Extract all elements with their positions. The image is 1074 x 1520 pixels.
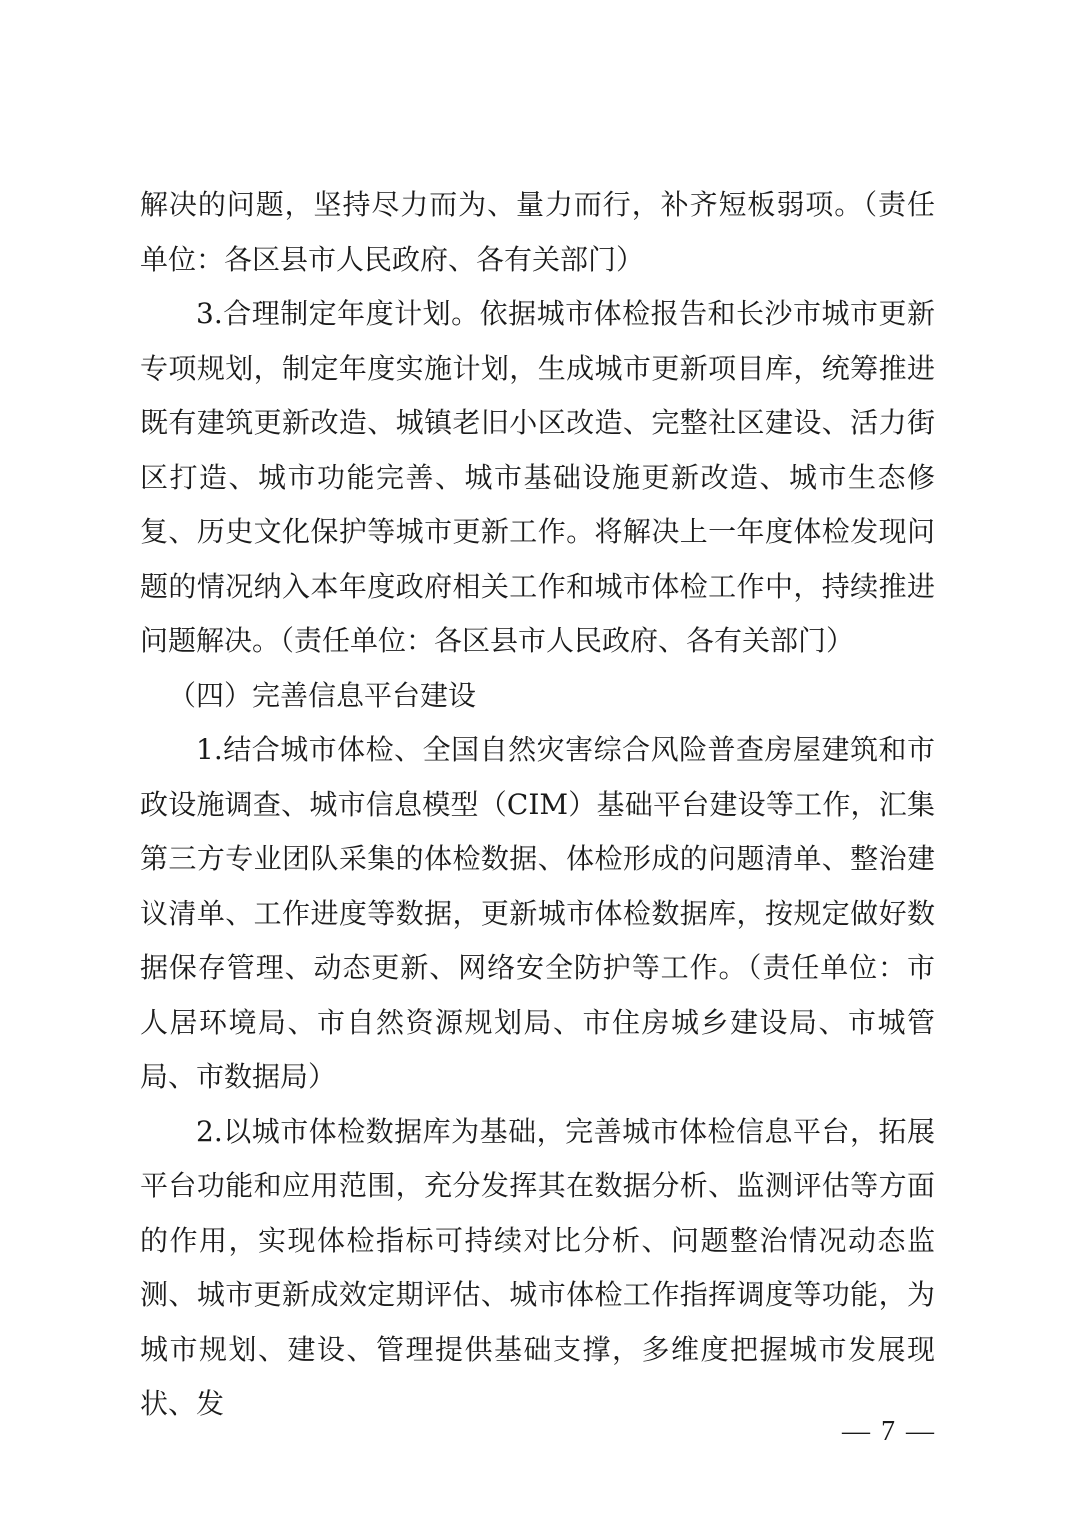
paragraph-annual-plan: 3.合理制定年度计划。依据城市体检报告和长沙市城市更新专项规划，制定年度实施计划，生成城市更新项目库，统筹推进既有建筑更新改造、城镇老旧小区改造、完整社区建设、活力街区打造、城市功能完善、城市基础设施更新改造、城市生态修复、历史文化保护等城市更新工作。将解决上一年度体检发现问题的情况纳入本年度政府相关工作和城市体检工作中，持续推进问题解决。（责任单位：各区县市人民政府、各有关部门） [140, 297, 935, 657]
paragraph-database: 1.结合城市体检、全国自然灾害综合风险普查房屋建筑和市政设施调查、城市信息模型（CIM）基础平台建设等工作，汇集第三方专业团队采集的体检数据、体检形成的问题清单、整治建议清单、工作进度等数据，更新城市体检数据库，按规定做好数据保存管理、动态更新、网络安全防护等工作。（责任单位：市人居环境局、市自然资源规划局、市住房城乡建设局、市城管局、市数据局） [140, 733, 935, 1093]
body-text [140, 178, 935, 1432]
paragraph-continuation: 解决的问题，坚持尽力而为、量力而行，补齐短板弱项。（责任单位：各区县市人民政府、各有关部门） [140, 188, 935, 276]
paragraph-platform: 2.以城市体检数据库为基础，完善城市体检信息平台，拓展平台功能和应用范围，充分发挥其在数据分析、监测评估等方面的作用，实现体检指标可持续对比分析、问题整治情况动态监测、城市更新成效定期评估、城市体检工作指挥调度等功能，为城市规划、建设、管理提供基础支撑，多维度把握城市发展现状、发 [140, 1114, 935, 1420]
section-heading-info-platform: （四）完善信息平台建设 [168, 678, 477, 712]
page-number: — 7 — [842, 1416, 936, 1447]
